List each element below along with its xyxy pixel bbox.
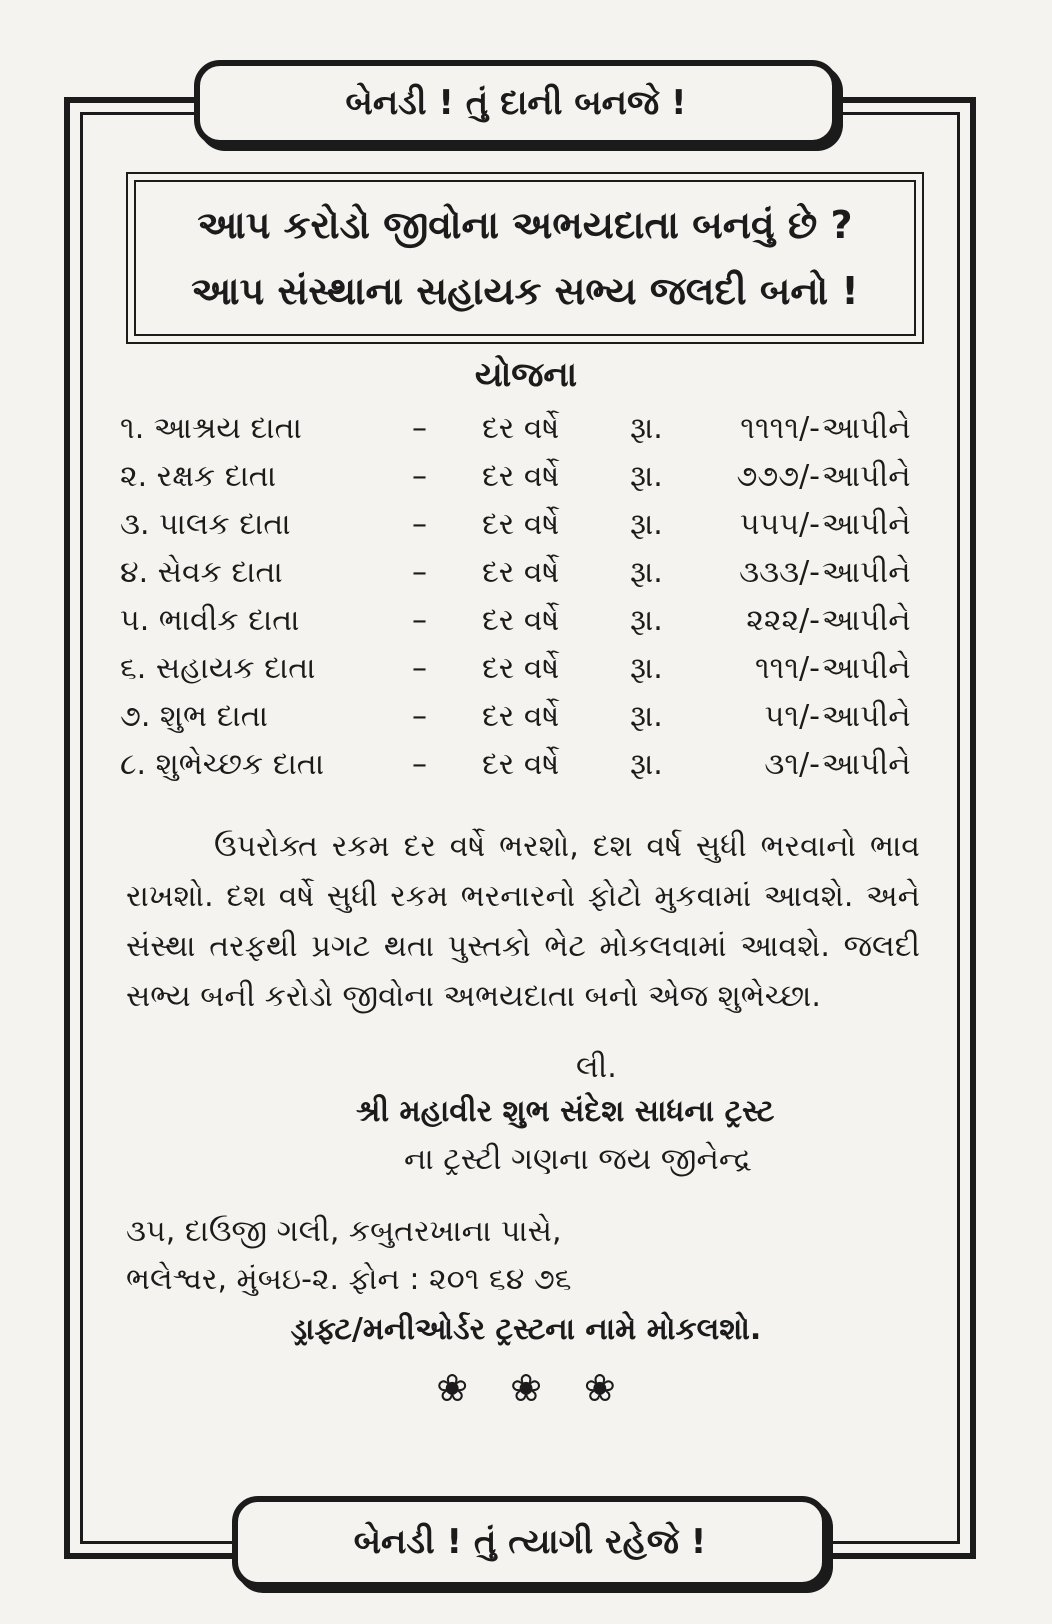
send-note: ડ્રાફ્ટ/મનીઓર્ડર ટ્રસ્ટના નામે મોકલશો. [290,1312,762,1347]
plan-dash: – [412,747,427,782]
plan-suffix: આપીને [822,411,911,446]
header-banner-text: બેનડી ! તું દાની બનજે ! [345,83,687,123]
flower-icon: ❀ [583,1366,658,1410]
address-line-2: ભલેશ્વર, મુંબઇ-૨. ફોન : ૨૦૧ ૬૪ ૭૬ [126,1262,572,1297]
plan-currency: રૂા. [630,411,663,446]
plan-period: દર વર્ષે [482,459,560,494]
plan-amount: ૩૧/- [764,747,820,782]
plan-row [120,501,930,549]
headline-box [126,172,924,344]
headline-line-2: આપ સંસ્થાના સહાયક સભ્ય જલદી બનો ! [191,269,859,313]
plan-row [120,693,930,741]
plan-currency: રૂા. [630,651,663,686]
header-banner [194,60,838,146]
description-paragraph: ઉપરોક્ત રકમ દર વર્ષે ભરશો, દશ વર્ષ સુધી ભરવાનો ભાવ રાખશો. દશ વર્ષે સુધી રકમ ભરનારનો ફોટો મુકવામાં આવશે. અને સંસ્થા તરફથી પ્રગટ થતા પુસ્તકો ભેટ મોકલવામાં આવશે. જલદી સભ્ય બની કરોડો જીવોના અભયદાતા બનો એજ શુભેચ્છા. [126,829,920,1014]
plan-period: દર વર્ષે [482,747,560,782]
plan-name: ૨. રક્ષક દાતા [120,459,277,494]
plan-row [120,741,930,789]
plan-amount: ૫૧/- [764,699,820,734]
plan-period: દર વર્ષે [482,507,560,542]
plan-amount: ૭૭૭/- [736,459,820,494]
plan-row [120,453,930,501]
plan-period: દર વર્ષે [482,651,560,686]
plan-row [120,645,930,693]
plan-currency: રૂા. [630,699,663,734]
footer-banner-text: બેનડી ! તું ત્યાગી રહેજે ! [353,1522,707,1562]
address-block [126,1208,572,1304]
plan-suffix: આપીને [822,507,911,542]
plan-currency: રૂા. [630,459,663,494]
plan-period: દર વર્ષે [482,699,560,734]
plan-name: ૧. આશ્રય દાતા [120,411,302,446]
plan-dash: – [412,507,427,542]
plan-suffix: આપીને [822,459,911,494]
plan-title: યોજના [474,355,578,395]
trust-greeting: ના ટ્રસ્ટી ગણના જય જીનેન્દ્ર [404,1142,752,1177]
plan-amount: ૫૫૫/- [739,507,820,542]
plan-name: ૩. પાલક દાતા [120,507,291,542]
plan-dash: – [412,555,427,590]
plan-currency: રૂા. [630,507,663,542]
plan-dash: – [412,651,427,686]
plan-suffix: આપીને [822,699,911,734]
plan-name: ૮. શુભેચ્છક દાતા [120,747,325,782]
footer-banner [232,1496,828,1588]
trust-name: શ્રી મહાવીર શુભ સંદેશ સાધના ટ્રસ્ટ [356,1094,775,1129]
address-line-1: ૩૫, દાઉજી ગલી, કબુતરખાના પાસે, [126,1214,562,1249]
plan-name: ૬. સહાયક દાતા [120,651,316,686]
ornament-row [0,1366,1052,1410]
plan-name: ૪. સેવક દાતા [120,555,283,590]
plan-amount: ૩૩૩/- [739,555,820,590]
plan-currency: રૂા. [630,555,663,590]
plan-dash: – [412,699,427,734]
plan-row [120,549,930,597]
plan-amount: ૧૧૧૧/- [740,411,820,446]
plan-row [120,597,930,645]
plan-name: ૭. શુભ દાતા [120,699,268,734]
plan-period: દર વર્ષે [482,603,560,638]
plan-suffix: આપીને [822,555,911,590]
plan-amount: ૨૨૨/- [746,603,820,638]
plan-name: ૫. ભાવીક દાતા [120,603,300,638]
plan-currency: રૂા. [630,747,663,782]
plan-currency: રૂા. [630,603,663,638]
headline-inner [134,180,916,336]
plan-dash: – [412,603,427,638]
plan-dash: – [412,411,427,446]
plan-suffix: આપીને [822,747,911,782]
plan-suffix: આપીને [822,651,911,686]
plan-amount: ૧૧૧/- [754,651,820,686]
flower-icon: ❀ [510,1366,584,1410]
plan-suffix: આપીને [822,603,911,638]
plan-period: દર વર્ષે [482,411,560,446]
sign-off: લી. [576,1050,617,1085]
headline-line-1: આપ કરોડો જીવોના અભયદાતા બનવું છે ? [197,203,853,247]
flower-icon: ❀ [436,1366,511,1410]
plan-dash: – [412,459,427,494]
plan-period: દર વર્ષે [482,555,560,590]
plan-row [120,405,930,453]
